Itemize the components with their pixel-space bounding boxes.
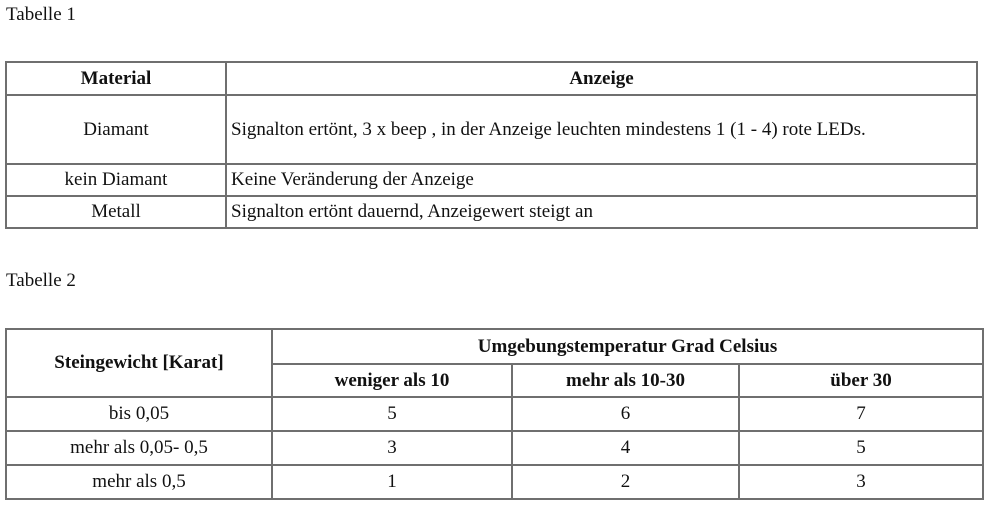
material-cell: Diamant [6,95,226,164]
material-cell: kein Diamant [6,164,226,196]
header-material: Material [6,62,226,95]
table-row [6,431,983,465]
material-table [5,61,978,229]
weight-temperature-table [5,328,984,500]
value-cell: 5 [739,431,983,465]
value-cell: 7 [739,397,983,431]
header-ueber-30: über 30 [739,364,983,397]
value-cell: 3 [739,465,983,499]
header-anzeige: Anzeige [226,62,977,95]
material-cell: Metall [6,196,226,228]
table2-caption: Tabelle 2 [6,270,76,291]
table1-caption: Tabelle 1 [6,4,76,25]
table-header-row [6,329,983,364]
header-steingewicht: Steingewicht [Karat] [6,329,272,397]
value-cell: 2 [512,465,739,499]
value-cell: 3 [272,431,512,465]
anzeige-cell: Keine Veränderung der Anzeige [226,164,977,196]
row-label: mehr als 0,5 [6,465,272,499]
row-label: bis 0,05 [6,397,272,431]
table-header-row [6,62,977,95]
value-cell: 6 [512,397,739,431]
header-weniger-als-10: weniger als 10 [272,364,512,397]
table-row [6,196,977,228]
table-row [6,397,983,431]
row-label: mehr als 0,05- 0,5 [6,431,272,465]
table-row [6,164,977,196]
value-cell: 5 [272,397,512,431]
value-cell: 4 [512,431,739,465]
header-mehr-als-10-30: mehr als 10-30 [512,364,739,397]
header-umgebungstemperatur: Umgebungstemperatur Grad Celsius [272,329,983,364]
value-cell: 1 [272,465,512,499]
anzeige-cell: Signalton ertönt, 3 x beep , in der Anzeige leuchten mindestens 1 (1 - 4) rote LEDs. [226,95,977,164]
anzeige-cell: Signalton ertönt dauernd, Anzeigewert steigt an [226,196,977,228]
table-row [6,95,977,164]
table-row [6,465,983,499]
